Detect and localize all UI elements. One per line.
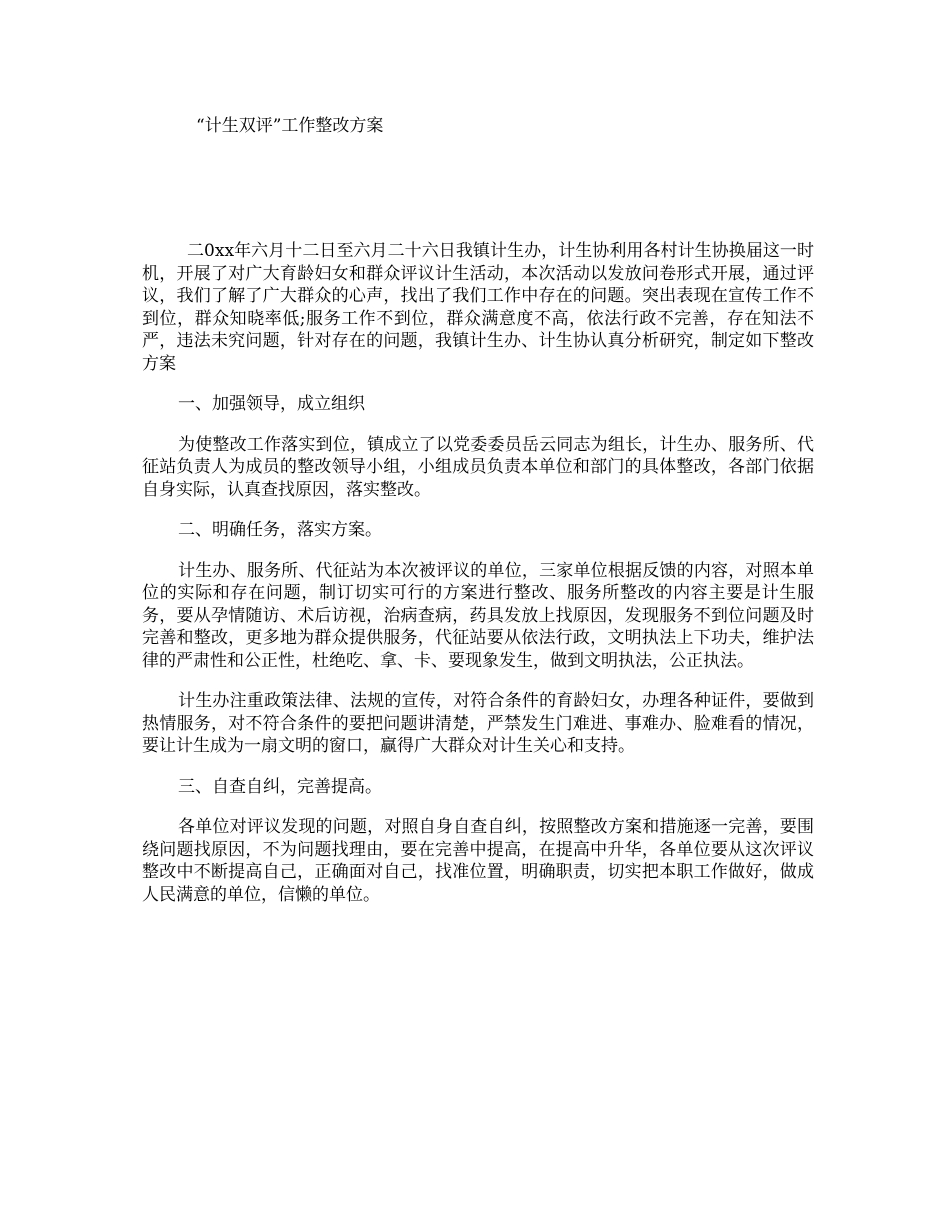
section-heading-1: 一、加强领导，成立组织 — [178, 394, 365, 414]
section-heading-2: 二、明确任务，落实方案。 — [178, 520, 382, 540]
document-title: “计生双评”工作整改方案 — [196, 116, 384, 136]
section-1-paragraph: 为使整改工作落实到位，镇成立了以党委委员岳云同志为组长，计生办、服务所、代征站负责人为成员的整改领导小组，小组成员负责本单位和部门的具体整改，各部门依据自身实际，认真查找原因，落实整改。 — [142, 434, 814, 500]
section-2-paragraph-1: 计生办、服务所、代征站为本次被评议的单位，三家单位根据反馈的内容，对照本单位的实际和存在问题，制订切实可行的方案进行整改、服务所整改的内容主要是计生服务，要从孕情随访、术后访视，治病查病，药具发放上找原因，发现服务不到位问题及时完善和整改，更多地为群众提供服务，代征站要从依法行政，文明执法上下功夫，维护法律的严肃性和公正性，杜绝吃、拿、卡、要现象发生，做到文明执法，公正执法。 — [142, 560, 814, 671]
document-body — [142, 240, 814, 924]
section-3-paragraph: 各单位对评议发现的问题，对照自身自查自纠，按照整改方案和措施逐一完善，要围绕问题找原因，不为问题找理由，要在完善中提高，在提高中升华，各单位要从这次评议整改中不断提高自己，正确面对自己，找准位置，明确职责，切实把本职工作做好，做成人民满意的单位，信懒的单位。 — [142, 817, 814, 905]
section-2-paragraph-2: 计生办注重政策法律、法规的宣传，对符合条件的育龄妇女，办理各种证件，要做到热情服务，对不符合条件的要把问题讲清楚，严禁发生门难进、事难办、脸难看的情况，要让计生成为一扇文明的窗口，赢得广大群众对计生关心和支持。 — [142, 691, 814, 756]
section-heading-3: 三、自查自纠，完善提高。 — [178, 776, 382, 797]
intro-paragraph: 二0xx年六月十二日至六月二十六日我镇计生办，计生协利用各村计生协换届这一时机，开展了对广大育龄妇女和群众评议计生活动，本次活动以发放问卷形式开展，通过评议，我们了解了广大群众的心声，找出了我们工作中存在的问题。突出表现在宣传工作不到位，群众知晓率低;服务工作不到位，群众满意度不高，依法行政不完善，存在知法不严，违法未究问题，针对存在的问题，我镇计生办、计生协认真分析研究，制定如下整改方案 — [142, 241, 814, 374]
